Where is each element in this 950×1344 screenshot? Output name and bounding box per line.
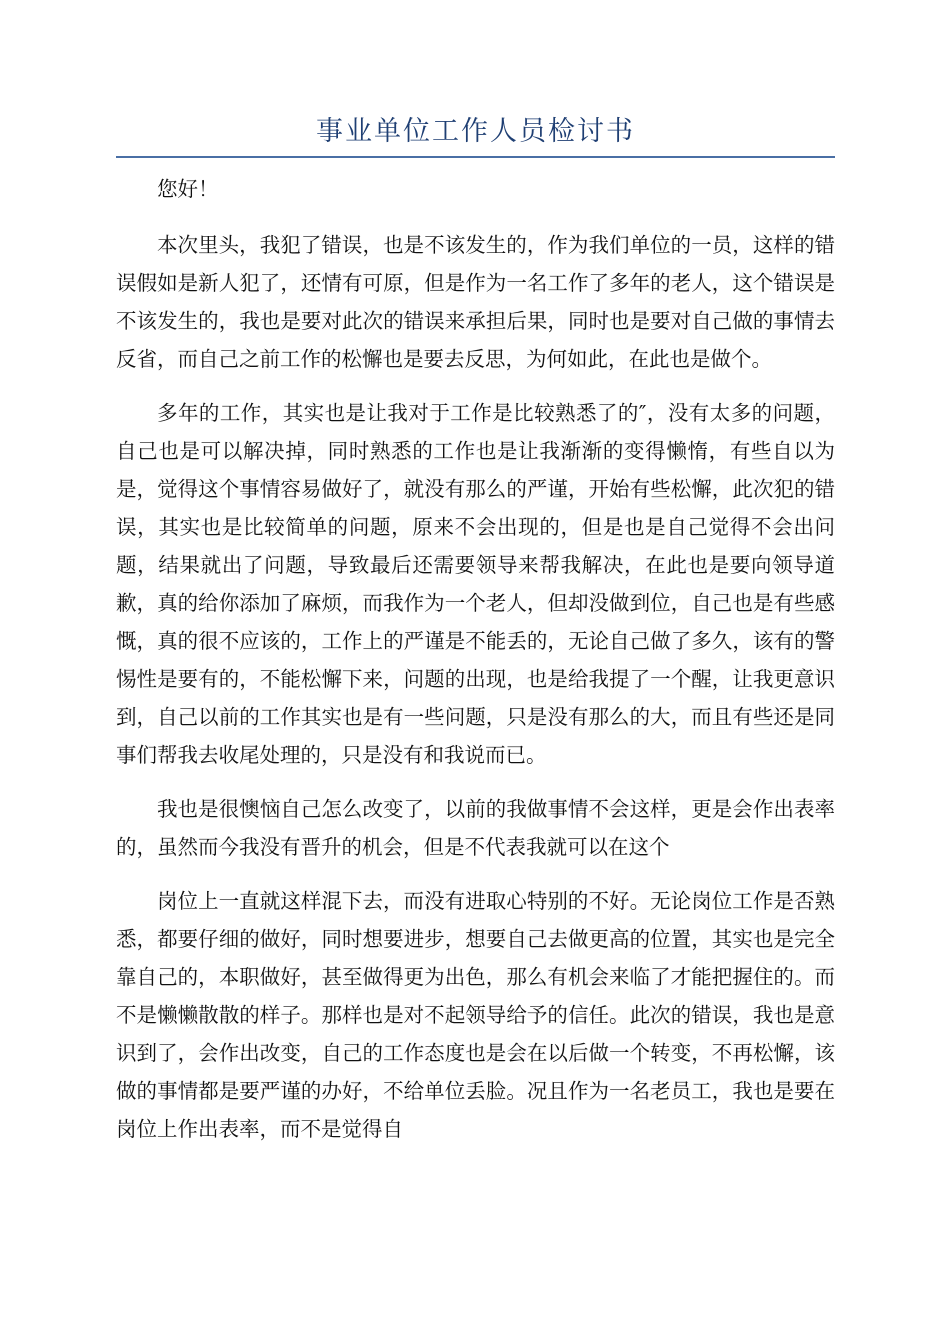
document-title: 事业单位工作人员检讨书 — [316, 116, 635, 147]
paragraph-3: 我也是很懊恼自己怎么改变了，以前的我做事情不会这样，更是会作出表率的，虽然而今我没有晋升的机会，但是不代表我就可以在这个 — [116, 797, 835, 859]
title-block — [116, 112, 835, 158]
greeting: 您好！ — [157, 177, 219, 201]
paragraph-1: 本次里头，我犯了错误，也是不该发生的，作为我们单位的一员，这样的错误假如是新人犯了，还情有可原，但是作为一名工作了多年的老人，这个错误是不该发生的，我也是要对此次的错误来承担后果，同时也是要对自己做的事情去反省，而自己之前工作的松懈也是要去反思，为何如此，在此也是做个。 — [116, 233, 835, 371]
paragraph-4: 岗位上一直就这样混下去，而没有进取心特别的不好。无论岗位工作是否熟悉，都要仔细的做好，同时想要进步，想要自己去做更高的位置，其实也是完全靠自己的，本职做好，甚至做得更为出色，那么有机会来临了才能把握住的。而不是懒懒散散的样子。那样也是对不起领导给予的信任。此次的错误，我也是意识到了，会作出改变，自己的工作态度也是会在以后做一个转变，不再松懈，该做的事情都是要严谨的办好，不给单位丢脸。况且作为一名老员工，我也是要在岗位上作出表率，而不是觉得自 — [116, 889, 835, 1141]
paragraph-2: 多年的工作，其实也是让我对于工作是比较熟悉了的″，没有太多的问题，自己也是可以解决掉，同时熟悉的工作也是让我渐渐的变得懒惰，有些自以为是，觉得这个事情容易做好了，就没有那么的严谨，开始有些松懈，此次犯的错误，其实也是比较简单的问题，原来不会出现的，但是也是自己觉得不会出问题，结果就出了问题，导致最后还需要领导来帮我解决，在此也是要向领导道歉，真的给你添加了麻烦，而我作为一个老人，但却没做到位，自己也是有些感慨，真的很不应该的，工作上的严谨是不能丢的，无论自己做了多久，该有的警惕性是要有的，不能松懈下来，问题的出现，也是给我提了一个醒，让我更意识到，自己以前的工作其实也是有一些问题，只是没有那么的大，而且有些还是同事们帮我去收尾处理的，只是没有和我说而已。 — [116, 401, 835, 767]
document-body — [116, 170, 835, 1148]
